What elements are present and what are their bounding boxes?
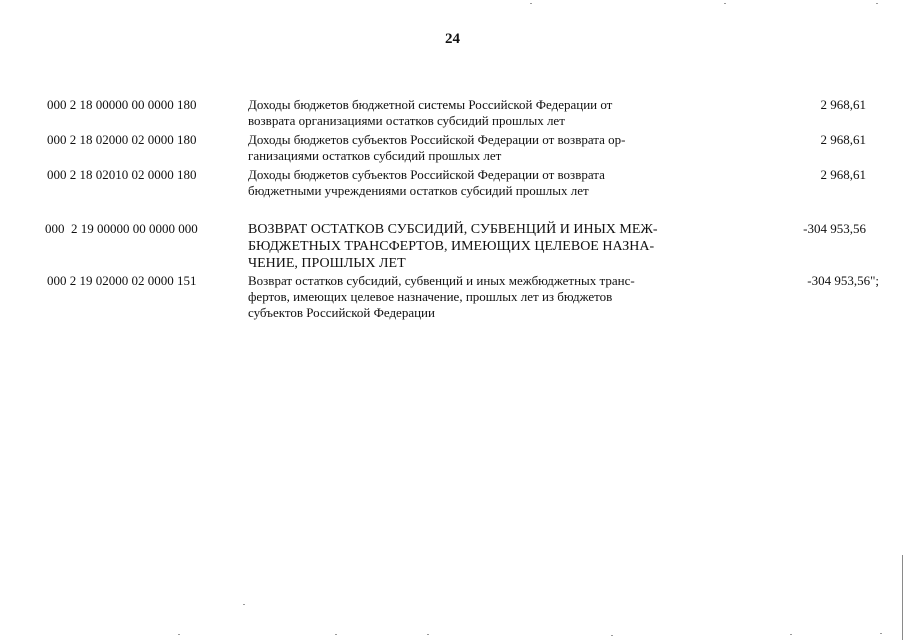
scan-speck: [611, 635, 613, 636]
description-line: Доходы бюджетов субъектов Российской Федерации от возврата ор-: [248, 132, 626, 147]
scan-speck: [335, 634, 337, 635]
scan-speck: [178, 634, 180, 635]
amount-value: -304 953,56: [803, 221, 866, 236]
row-description: [248, 132, 718, 164]
page-number: 24: [445, 31, 460, 47]
description-line: фертов, имеющих целевое назначение, прошлых лет из бюджетов: [248, 289, 613, 304]
scan-speck: [530, 3, 532, 4]
description-line: Доходы бюджетов бюджетной системы Российской Федерации от: [248, 97, 613, 112]
scan-speck: [427, 634, 429, 635]
description-line: бюджетными учреждениями остатков субсидий прошлых лет: [248, 183, 589, 198]
description-line: ганизациями остатков субсидий прошлых лет: [248, 148, 502, 163]
description-line: Доходы бюджетов субъектов Российской Федерации от возврата: [248, 167, 605, 182]
budget-code: 000 2 19 02000 02 0000 151: [47, 273, 197, 288]
scan-edge-line: [902, 555, 903, 640]
description-line: субъектов Российской Федерации: [248, 305, 435, 320]
description-line: ЧЕНИЕ, ПРОШЛЫХ ЛЕТ: [248, 256, 406, 271]
amount-value: 2 968,61: [820, 167, 866, 182]
description-line: Возврат остатков субсидий, субвенций и иных межбюджетных транс-: [248, 273, 635, 288]
row-description: [248, 167, 718, 199]
description-line: БЮДЖЕТНЫХ ТРАНСФЕРТОВ, ИМЕЮЩИХ ЦЕЛЕВОЕ НАЗНА-: [248, 239, 655, 254]
row-description: [248, 97, 718, 129]
scan-speck: [243, 604, 245, 605]
scan-speck: [880, 633, 882, 634]
row-description: [248, 221, 718, 272]
description-line: ВОЗВРАТ ОСТАТКОВ СУБСИДИЙ, СУБВЕНЦИЙ И ИНЫХ МЕЖ-: [248, 222, 658, 237]
scan-speck: [790, 634, 792, 635]
scan-speck: [724, 3, 726, 4]
scan-speck: [876, 3, 878, 4]
amount-value: 2 968,61: [820, 97, 866, 112]
row-description: [248, 273, 718, 321]
amount-value: -304 953,56";: [807, 273, 879, 288]
description-line: возврата организациями остатков субсидий прошлых лет: [248, 113, 565, 128]
budget-code: 000 2 18 02010 02 0000 180: [47, 167, 197, 182]
budget-code: 000 2 19 00000 00 0000 000: [45, 221, 198, 236]
budget-code: 000 2 18 00000 00 0000 180: [47, 97, 197, 112]
budget-code: 000 2 18 02000 02 0000 180: [47, 132, 197, 147]
amount-value: 2 968,61: [820, 132, 866, 147]
